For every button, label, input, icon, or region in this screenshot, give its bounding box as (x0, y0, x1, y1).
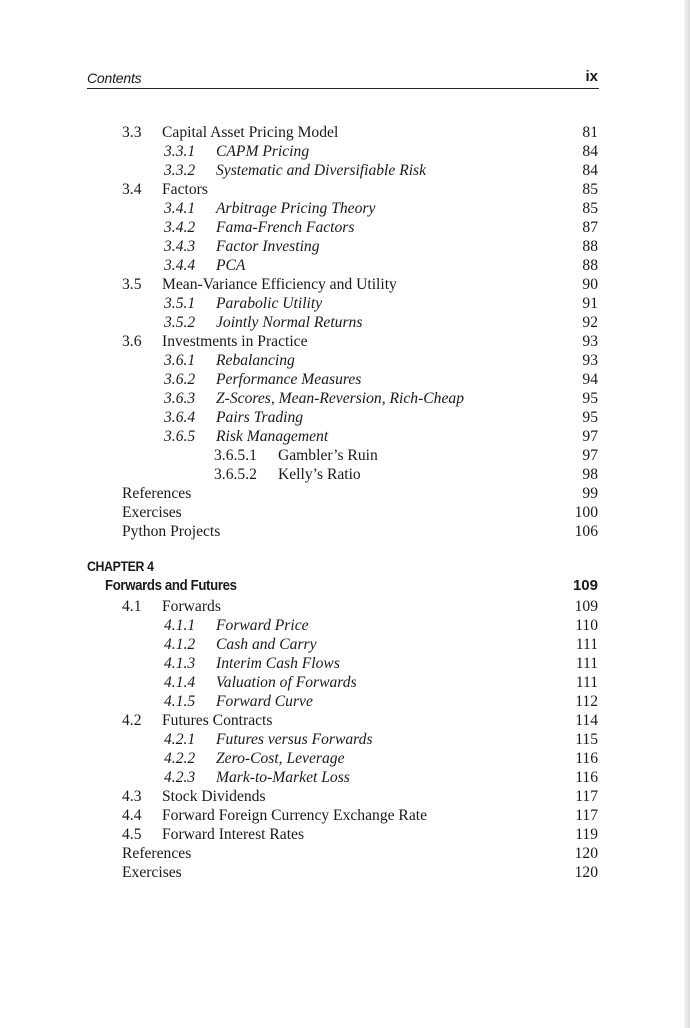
toc-entry-title: Arbitrage Pricing Theory (216, 200, 376, 217)
toc-entry-title: Factor Investing (216, 238, 320, 255)
toc-entry-page: 115 (575, 731, 598, 748)
toc-entry-title: References (122, 485, 192, 502)
toc-entry-page: 92 (582, 314, 598, 331)
toc-entry-title: Exercises (122, 504, 182, 521)
chapter-page-number: 109 (572, 577, 598, 594)
toc-entry-page: 106 (574, 523, 598, 540)
toc-entry-title: Kelly’s Ratio (278, 466, 361, 483)
toc-entry-page: 120 (574, 864, 598, 881)
toc-entry-title: Parabolic Utility (216, 295, 323, 312)
toc-entry-number: 4.1.2 (164, 636, 196, 653)
toc-entry (0, 503, 690, 522)
toc-entry-page: 97 (582, 428, 598, 445)
toc-entry-number: 4.5 (122, 826, 142, 843)
toc-entry (0, 522, 690, 541)
toc-entry-title: Stock Dividends (162, 788, 266, 805)
toc-entry-title: Jointly Normal Returns (216, 314, 363, 331)
toc-entry-page: 98 (582, 466, 598, 483)
toc-entry-page: 88 (582, 238, 598, 255)
toc-entry (0, 768, 690, 787)
toc-entry-page: 81 (582, 124, 598, 141)
toc-entry-page: 119 (575, 826, 598, 843)
toc-entry-number: 3.3 (122, 124, 142, 141)
toc-entry-title: Gambler’s Ruin (278, 447, 378, 464)
toc-entry-title: Futures versus Forwards (216, 731, 373, 748)
toc-entry-page: 111 (575, 655, 598, 672)
toc-entry-number: 3.6.5.1 (214, 447, 257, 464)
toc-entry-number: 3.5.1 (164, 295, 196, 312)
toc-entry-page: 112 (575, 693, 598, 710)
toc-entry-number: 3.3.2 (164, 162, 196, 179)
toc-entry (0, 484, 690, 503)
toc-entry-number: 3.4.2 (164, 219, 196, 236)
toc-entry-number: 4.2 (122, 712, 142, 729)
toc-entry-title: Factors (162, 181, 208, 198)
toc-entry (0, 635, 690, 654)
toc-entry (0, 844, 690, 863)
toc-entry (0, 218, 690, 237)
toc-entry-number: 3.4 (122, 181, 142, 198)
toc-entry (0, 123, 690, 142)
toc-entry-page: 91 (582, 295, 598, 312)
toc-entry-page: 116 (575, 750, 598, 767)
toc-entry-title: Forward Curve (216, 693, 313, 710)
toc-entry (0, 370, 690, 389)
chapter-title: Forwards and Futures (105, 577, 237, 594)
toc-entry-page: 120 (574, 845, 598, 862)
toc-entry-title: Exercises (122, 864, 182, 881)
toc-entry-page: 117 (575, 788, 598, 805)
toc-entry-page: 87 (582, 219, 598, 236)
toc-entry (0, 730, 690, 749)
toc-entry (0, 446, 690, 465)
toc-entry-number: 3.4.1 (164, 200, 196, 217)
toc-entry-title: References (122, 845, 192, 862)
toc-entry-number: 4.2.1 (164, 731, 196, 748)
toc-entry-page: 100 (574, 504, 598, 521)
toc-entry-title: PCA (216, 257, 246, 274)
toc-entry-page: 85 (582, 181, 598, 198)
toc-entry-title: Python Projects (122, 523, 221, 540)
chapter-label: CHAPTER 4 (87, 558, 154, 574)
toc-entry-number: 3.5.2 (164, 314, 196, 331)
toc-entry-number: 3.6 (122, 333, 142, 350)
toc-entry (0, 256, 690, 275)
running-header (87, 66, 599, 89)
toc-entry-title: Capital Asset Pricing Model (162, 124, 339, 141)
toc-entry-number: 3.6.5.2 (214, 466, 257, 483)
toc-entry (0, 142, 690, 161)
toc-entry-title: Forward Price (216, 617, 309, 634)
toc-entry-page: 109 (574, 598, 598, 615)
toc-entry (0, 237, 690, 256)
toc-entry-page: 110 (575, 617, 598, 634)
toc-entry-page: 114 (575, 712, 598, 729)
toc-entry (0, 427, 690, 446)
toc-entry-number: 4.2.3 (164, 769, 196, 786)
toc-entry-page: 93 (582, 352, 598, 369)
toc-entry-page: 93 (582, 333, 598, 350)
toc-entry-title: Rebalancing (216, 352, 295, 369)
toc-entry (0, 408, 690, 427)
toc-entry-number: 4.1.4 (164, 674, 196, 691)
toc-entry-title: Fama-French Factors (216, 219, 355, 236)
toc-entry-page: 95 (582, 390, 598, 407)
toc-entry (0, 825, 690, 844)
toc-entry (0, 275, 690, 294)
toc-entry-title: Forward Foreign Currency Exchange Rate (162, 807, 428, 824)
toc-entry (0, 313, 690, 332)
toc-entry-number: 4.1 (122, 598, 142, 615)
toc-entry-page: 111 (575, 636, 598, 653)
toc-entry-title: Forwards (162, 598, 221, 615)
toc-entry (0, 294, 690, 313)
toc-entry (0, 806, 690, 825)
toc-entry-number: 4.1.3 (164, 655, 196, 672)
toc-entry (0, 863, 690, 882)
toc-entry (0, 692, 690, 711)
toc-entry-number: 3.6.2 (164, 371, 196, 388)
toc-entry-number: 3.4.3 (164, 238, 196, 255)
toc-entry-title: Systematic and Diversifiable Risk (216, 162, 427, 179)
toc-entry-page: 94 (582, 371, 598, 388)
toc-entry-page: 97 (582, 447, 598, 464)
toc-entry (0, 673, 690, 692)
toc-entry-title: Forward Interest Rates (162, 826, 305, 843)
toc-entry-page: 84 (582, 143, 598, 160)
toc-entry-number: 4.1.5 (164, 693, 196, 710)
toc-entry-number: 3.3.1 (164, 143, 196, 160)
toc-entry-number: 4.1.1 (164, 617, 196, 634)
toc-entry-page: 111 (575, 674, 598, 691)
toc-entry-title: Valuation of Forwards (216, 674, 357, 691)
toc-entry (0, 332, 690, 351)
toc-entry-number: 3.4.4 (164, 257, 196, 274)
toc-entry-title: Mark-to-Market Loss (216, 769, 350, 786)
toc-entry-number: 3.6.3 (164, 390, 196, 407)
toc-entry-title: CAPM Pricing (216, 143, 310, 160)
toc-entry-title: Zero-Cost, Leverage (216, 750, 345, 767)
toc-entry-title: Z-Scores, Mean-Reversion, Rich-Cheap (216, 390, 464, 407)
toc-entry-title: Performance Measures (216, 371, 362, 388)
toc-entry-page: 84 (582, 162, 598, 179)
toc-entry (0, 597, 690, 616)
toc-entry-number: 3.6.1 (164, 352, 196, 369)
toc-entry (0, 749, 690, 768)
toc-entry-title: Mean-Variance Efficiency and Utility (162, 276, 397, 293)
toc-entry (0, 711, 690, 730)
toc-entry-number: 4.4 (122, 807, 142, 824)
toc-entry-number: 3.5 (122, 276, 142, 293)
toc-entry (0, 616, 690, 635)
toc-entry (0, 654, 690, 673)
header-section-title: Contents (87, 70, 142, 86)
toc-entry (0, 161, 690, 180)
toc-entry (0, 465, 690, 484)
toc-entry-title: Futures Contracts (162, 712, 273, 729)
toc-entry-title: Interim Cash Flows (216, 655, 340, 672)
toc-entry-page: 116 (575, 769, 598, 786)
toc-entry-title: Risk Management (216, 428, 329, 445)
toc-entry (0, 199, 690, 218)
toc-entry-page: 85 (582, 200, 598, 217)
header-page-number: ix (585, 68, 598, 85)
toc-entry-page: 117 (575, 807, 598, 824)
toc-entry-page: 88 (582, 257, 598, 274)
toc-entry-title: Pairs Trading (216, 409, 304, 426)
toc-entry-title: Cash and Carry (216, 636, 317, 653)
toc-entry-number: 4.2.2 (164, 750, 196, 767)
toc-entry (0, 787, 690, 806)
toc-entry-page: 95 (582, 409, 598, 426)
toc-entry (0, 180, 690, 199)
toc-entry-page: 90 (582, 276, 598, 293)
toc-entry-number: 4.3 (122, 788, 142, 805)
toc-entry (0, 351, 690, 370)
toc-entry-number: 3.6.5 (164, 428, 196, 445)
toc-entry-number: 3.6.4 (164, 409, 196, 426)
toc-entry (0, 389, 690, 408)
toc-entry-page: 99 (582, 485, 598, 502)
toc-entry-title: Investments in Practice (162, 333, 308, 350)
